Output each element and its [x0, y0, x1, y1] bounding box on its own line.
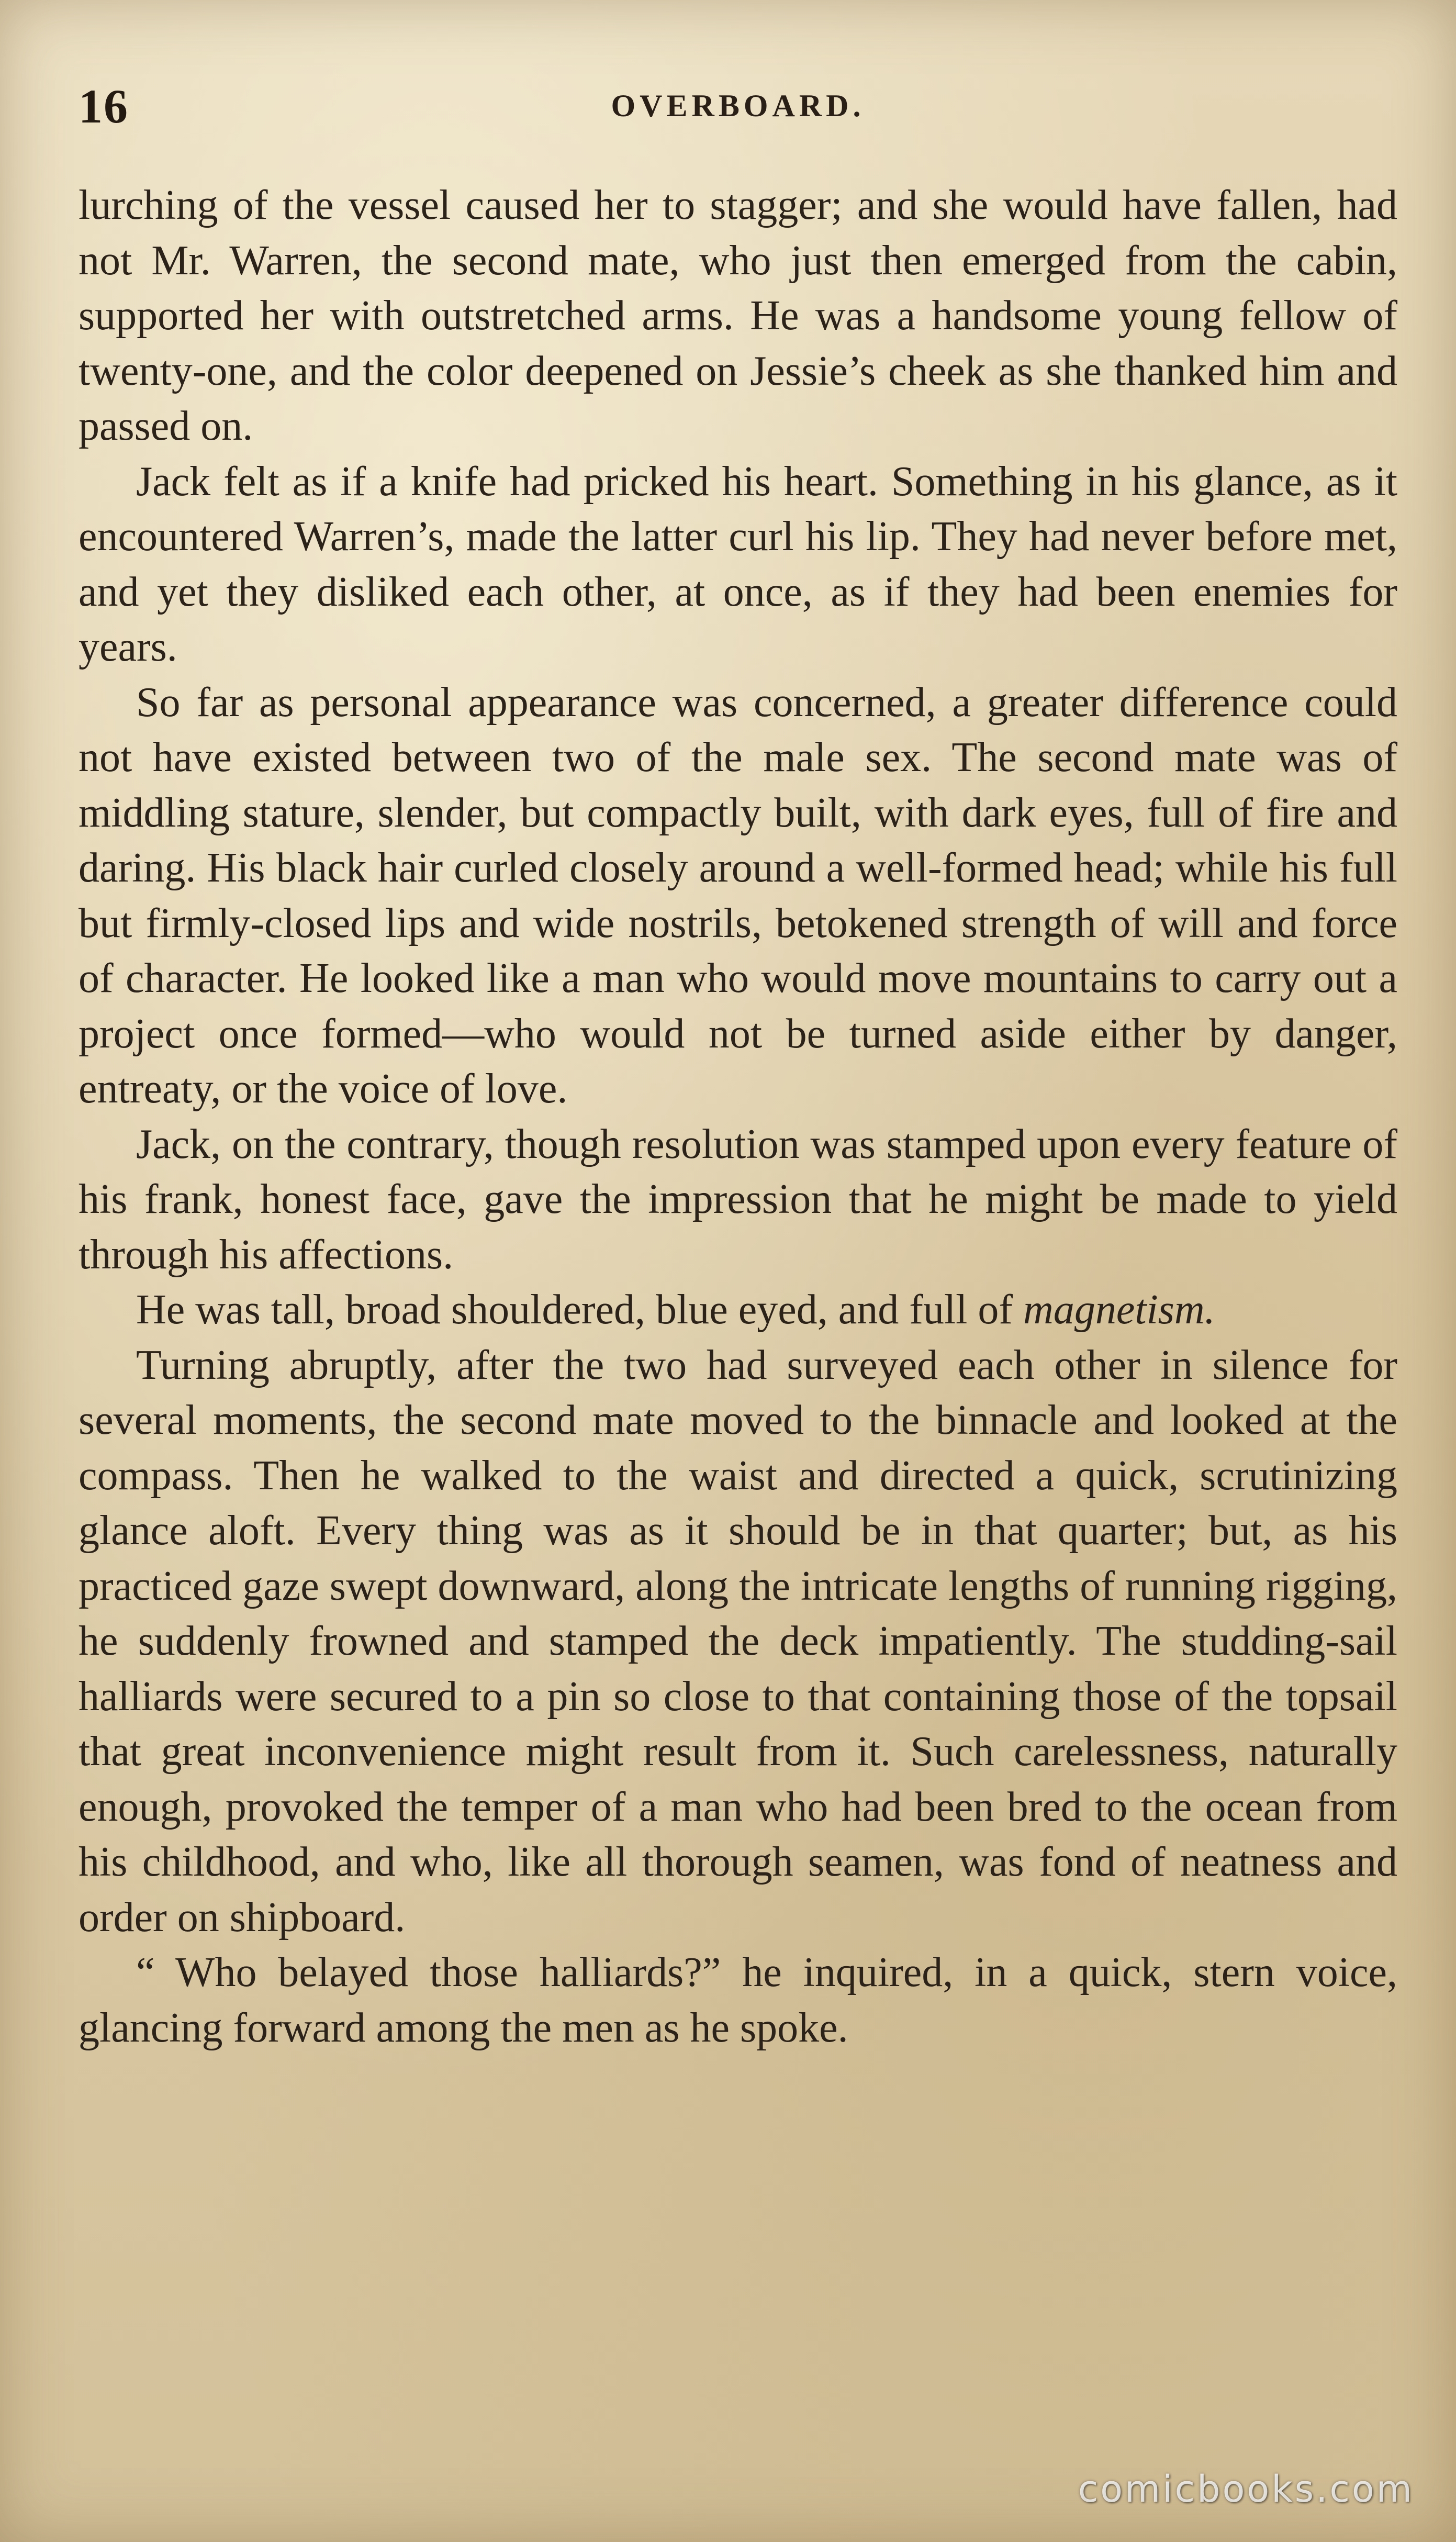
- paragraph-turning-abruptly: Turning abruptly, after the two had surveyed each other in silence for several moments, the second mate moved to the binnacle and looked at the compass. Then he walked to the waist and directed a quick, scrutinizing glance aloft. Every thing was as it should be in that quarter; but, as his practiced gaze swept downward, along the intricate lengths of running rigging, he suddenly frowned and stamped the deck impatiently. The studding-sail halliards were secured to a pin so close to that containing those of the topsail that great inconvenience might result from it. Such carelessness, naturally enough, provoked the temper of a man who had been bred to the ocean from his childhood, and who, like all thorough seamen, was fond of neatness and order on shipboard.: [79, 1342, 1397, 1941]
- paragraph-jack-contrary: Jack, on the contrary, though resolution was stamped upon every feature of his frank, honest face, gave the impression that he might be made to yield through his affections.: [79, 1121, 1397, 1278]
- watermark-logo: comicbooks.com: [1078, 2468, 1414, 2511]
- paragraph-continuation: lurching of the vessel caused her to stagger; and she would have fallen, had not Mr. Warren, the second mate, who just then emerged from the cabin, supported her with outstretched arms. He was a handsome young fellow of twenty-one, and the color deepened on Jessie’s cheek as she thanked him and passed on.: [79, 182, 1397, 449]
- paragraph-who-belayed: “ Who belayed those halliards?” he inquired, in a quick, stern voice, glancing forward among the men as he spoke.: [79, 1949, 1397, 2051]
- paragraph-tall-broad-text: He was tall, broad shouldered, blue eyed, and full of: [136, 1287, 1024, 1333]
- paragraph-personal-appearance: So far as personal appearance was concerned, a greater difference could not have existed between two of the male sex. The second mate was of middling stature, slender, but compactly built, with dark eyes, full of fire and daring. His black hair curled closely around a well-formed head; while his full but firmly-closed lips and wide nostrils, betokened strength of will and force of character. He looked like a man who would move mountains to carry out a project once formed—who would not be turned aside either by danger, entreaty, or the voice of love.: [79, 679, 1397, 1112]
- paragraph-jack-felt: Jack felt as if a knife had pricked his heart. Something in his glance, as it encountered Warren’s, made the latter curl his lip. They had never before met, and yet they disliked each other, at once, as if they had been enemies for years.: [79, 458, 1397, 670]
- paragraph-tall-broad-italic: magnetism.: [1023, 1287, 1215, 1333]
- running-head: [79, 79, 1397, 136]
- page-number: 16: [79, 80, 129, 133]
- body-text: [79, 178, 1397, 2056]
- running-title: OVERBOARD.: [611, 88, 865, 123]
- paragraph-tall-broad: [79, 1283, 1397, 1338]
